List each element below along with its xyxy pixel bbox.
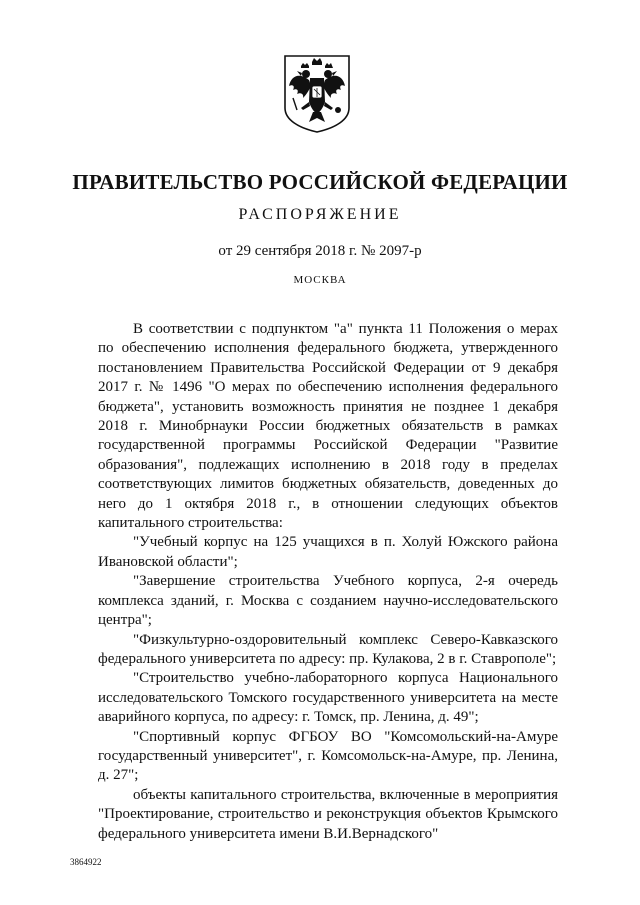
paragraph: "Строительство учебно-лабораторного корпуса Национального исследовательского Томского государственного университета на месте аварийного корпуса, по адресу: г. Томск, пр. Ленина, д. 49"; bbox=[98, 670, 558, 726]
document-city: МОСКВА bbox=[293, 274, 347, 286]
government-title: ПРАВИТЕЛЬСТВО РОССИЙСКОЙ ФЕДЕРАЦИИ bbox=[72, 170, 568, 194]
document-body bbox=[98, 320, 558, 844]
document-date-number: от 29 сентября 2018 г. № 2097-р bbox=[218, 243, 422, 259]
document-code: 3864922 bbox=[70, 857, 102, 867]
paragraph: "Учебный корпус на 125 учащихся в п. Холуй Южского района Ивановской области"; bbox=[98, 534, 558, 570]
paragraph: "Завершение строительства Учебного корпуса, 2-я очередь комплекса зданий, г. Москва с созданием научно-исследовательского центра"; bbox=[98, 573, 558, 629]
paragraph: объекты капитального строительства, включенные в мероприятия "Проектирование, строительство и реконструкция объектов Крымского федерального университета имени В.И.Вернадского" bbox=[98, 786, 558, 842]
document-type: РАСПОРЯЖЕНИЕ bbox=[238, 206, 402, 223]
paragraph: В соответствии с подпунктом "а" пункта 11 Положения о мерах по обеспечению исполнения федерального бюджета, утвержденного постановлением Правительства Российской Федерации от 9 декабря 2017 г. № 1496 "О мерах по обеспечению исполнения федерального бюджета", установить возможность принятия не позднее 1 декабря 2018 г. Минобрнауки России бюджетных обязательств в рамках государственной программы Российской Федерации "Развитие образования", подлежащих исполнению в 2018 году в пределах соответствующих лимитов бюджетных обязательств, доведенных до него до 1 октября 2018 г., в отношении следующих объектов капитального строительства: bbox=[98, 321, 558, 532]
russian-coat-of-arms-icon bbox=[279, 52, 355, 134]
paragraph: "Физкультурно-оздоровительный комплекс Северо-Кавказского федерального университета по адресу: пр. Кулакова, 2 в г. Ставрополе"; bbox=[98, 631, 558, 667]
paragraph: "Спортивный корпус ФГБОУ ВО "Комсомольский-на-Амуре государственный университет", г. Комсомольск-на-Амуре, пр. Ленина, д. 27"; bbox=[98, 728, 558, 784]
